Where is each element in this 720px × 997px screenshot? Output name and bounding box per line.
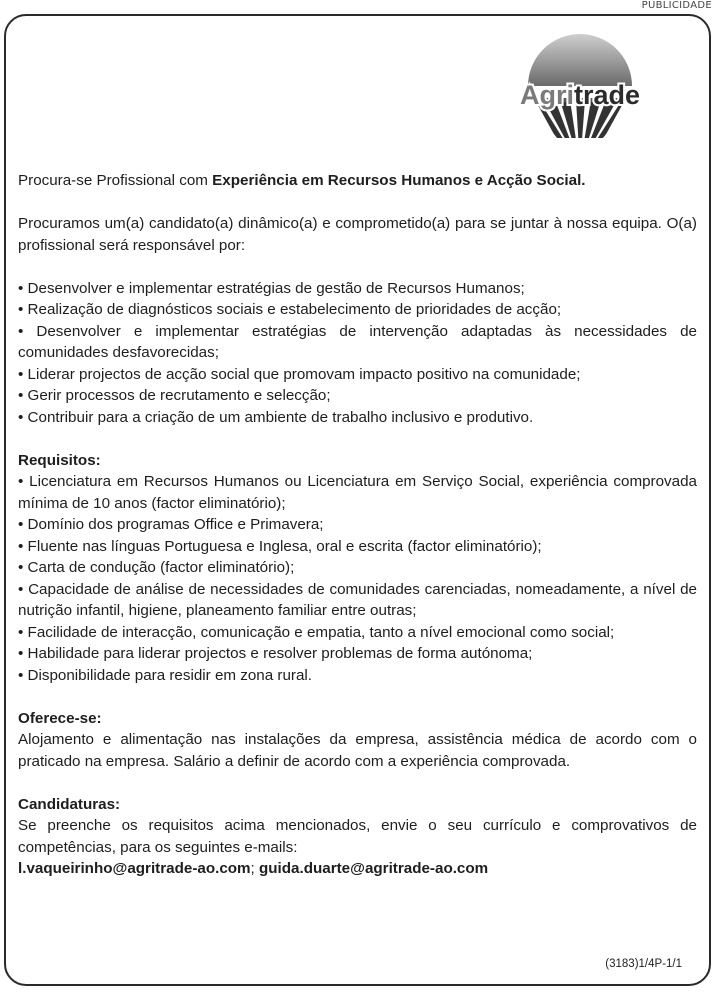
logo-wordmark: Agritrade [519, 80, 641, 110]
email-link-2[interactable]: guida.duarte@agritrade-ao.com [259, 860, 489, 877]
reference-code: (3183)1/4P-1/1 [605, 958, 682, 970]
list-item: • Desenvolver e implementar estratégias de intervenção adaptadas às necessidades de comunidades desfavorecidas; [18, 322, 697, 361]
publicidade-label: PUBLICIDADE [641, 0, 712, 11]
ad-content [18, 170, 697, 880]
list-item: • Gerir processos de recrutamento e selecção; [18, 387, 331, 404]
list-item: • Domínio dos programas Office e Primavera; [18, 516, 324, 533]
email-link-1[interactable]: l.vaqueirinho@agritrade-ao.com [18, 860, 251, 877]
list-item: • Realização de diagnósticos sociais e estabelecimento de prioridades de acção; [18, 301, 562, 318]
email-line: l.vaqueirinho@agritrade-ao.com; guida.duarte@agritrade-ao.com [18, 860, 489, 877]
list-item: • Capacidade de análise de necessidades de comunidades carenciadas, nomeadamente, a nível de nutrição infantil, higiene, planeamento familiar entre outras; [18, 580, 697, 619]
description-text: Procuramos um(a) candidato(a) dinâmico(a) e comprometido(a) para se juntar à nossa equipa. O(a) profissional será responsável por: [18, 215, 697, 254]
agritrade-logo [506, 26, 654, 148]
applications-heading: Candidaturas: [18, 795, 121, 813]
list-item: • Facilidade de interacção, comunicação e empatia, tanto a nível emocional como social; [18, 623, 615, 641]
logo-sun-shape [528, 34, 632, 86]
applications-text: Se preenche os requisitos acima mencionados, envie o seu currículo e comprovativos de competências, para os seguintes e-mails: [18, 817, 697, 856]
list-item: • Fluente nas línguas Portuguesa e Inglesa, oral e escrita (factor eliminatório); [18, 537, 542, 555]
list-item: • Contribuir para a criação de um ambiente de trabalho inclusivo e produtivo. [18, 408, 534, 426]
requirements-heading: Requisitos: [18, 451, 101, 469]
list-item: • Licenciatura em Recursos Humanos ou Licenciatura em Serviço Social, experiência comprovada mínima de 10 anos (factor eliminatório); [18, 473, 697, 512]
list-item: • Habilidade para liderar projectos e resolver problemas de forma autónoma; [18, 645, 533, 662]
offer-text: Alojamento e alimentação nas instalações da empresa, assistência médica de acordo com o praticado na empresa. Salário a definir de acordo com a experiência comprovada. [18, 731, 697, 770]
intro-line: Procura-se Profissional com Experiência em Recursos Humanos e Acção Social. [18, 172, 586, 189]
offer-heading: Oferece-se: [18, 709, 102, 727]
list-item: • Desenvolver e implementar estratégias de gestão de Recursos Humanos; [18, 279, 525, 297]
list-item: • Liderar projectos de acção social que promovam impacto positivo na comunidade; [18, 365, 581, 383]
intro-highlight: Experiência em Recursos Humanos e Acção Social. [212, 172, 586, 189]
list-item: • Carta de condução (factor eliminatório); [18, 559, 295, 576]
responsibilities-list [18, 278, 697, 429]
requirements-list [18, 471, 697, 686]
list-item: • Disponibilidade para residir em zona rural. [18, 666, 313, 684]
